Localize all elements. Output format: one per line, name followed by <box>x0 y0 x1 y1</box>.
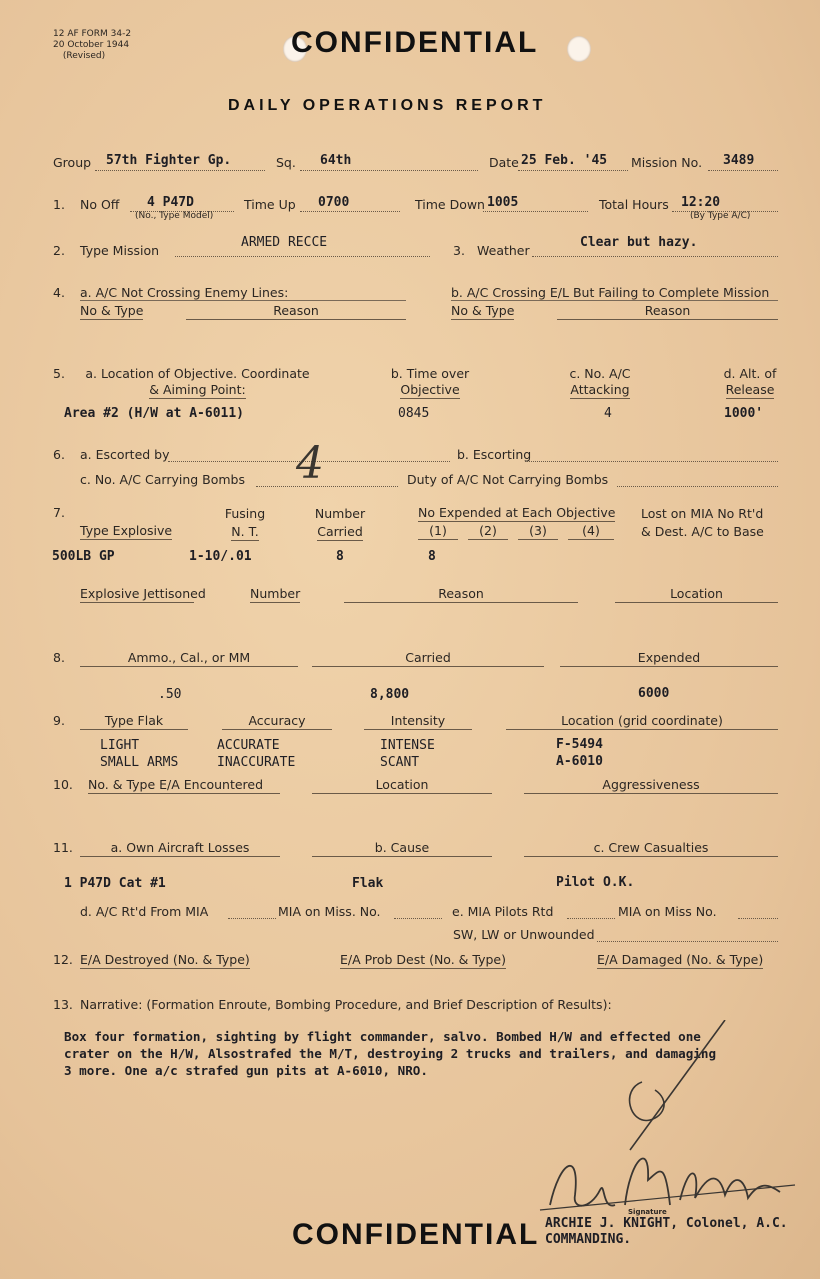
s13-number: 13. <box>53 997 73 1012</box>
date-value: 25 Feb. '45 <box>521 153 608 168</box>
total-hours-label: Total Hours <box>599 197 669 212</box>
expended-header: No Expended at Each Objective <box>418 505 616 520</box>
s9-number: 9. <box>53 713 65 728</box>
cause-label: b. Cause <box>312 840 492 857</box>
type-mission-line <box>175 256 430 257</box>
flak-location-label: Location (grid coordinate) <box>506 713 778 730</box>
type-mission-value: ARMED RECCE <box>241 235 328 250</box>
not-crossing-reason: Reason <box>186 303 406 320</box>
type-explosive-label: Type Explosive <box>80 523 173 538</box>
wounded-line <box>597 941 778 942</box>
mia-miss-no-2-line <box>738 918 778 919</box>
weather-label: Weather <box>477 243 530 258</box>
s5-number: 5. <box>53 366 65 381</box>
not-crossing-label: a. A/C Not Crossing Enemy Lines: <box>80 285 289 300</box>
not-crossing-no-type: No & Type <box>80 303 144 318</box>
own-losses-value: 1 P47D Cat #1 <box>64 876 166 891</box>
ea-location-label: Location <box>312 777 492 794</box>
s1-number: 1. <box>53 197 65 212</box>
ea-prob-dest-label: E/A Prob Dest (No. & Type) <box>340 952 506 967</box>
failing-reason: Reason <box>557 303 778 320</box>
flak-row-2-type: SMALL ARMS <box>100 755 179 770</box>
time-down-value: 1005 <box>487 195 519 210</box>
time-up-label: Time Up <box>244 197 296 212</box>
duty-label: Duty of A/C Not Carrying Bombs <box>407 472 609 487</box>
objective-2: (2) <box>468 523 508 540</box>
flak-row-2-intensity: SCANT <box>380 755 420 770</box>
s12-number: 12. <box>53 952 73 967</box>
total-hours-value: 12:20 <box>681 195 721 210</box>
flak-accuracy-label: Accuracy <box>222 713 332 730</box>
sq-label: Sq. <box>276 155 296 170</box>
flak-type-label: Type Flak <box>80 713 188 730</box>
carrying-bombs-value: 4 <box>296 438 324 489</box>
ea-encountered-label: No. & Type E/A Encountered <box>88 777 280 794</box>
carrying-bombs-line <box>256 486 398 487</box>
time-over-header: b. Time over Objective <box>390 366 470 397</box>
signatory-title: COMMANDING. <box>545 1232 632 1247</box>
attacking-value: 4 <box>604 406 612 421</box>
flak-intensity-label: Intensity <box>364 713 472 730</box>
total-hours-sub: (By Type A/C) <box>690 211 751 221</box>
ammo-expended-label: Expended <box>560 650 778 667</box>
s2-number: 2. <box>53 243 65 258</box>
attacking-header: c. No. A/C Attacking <box>569 366 631 397</box>
objective-location-value: Area #2 (H/W at A-6011) <box>64 406 245 421</box>
s11-number: 11. <box>53 840 73 855</box>
own-losses-label: a. Own Aircraft Losses <box>80 840 280 857</box>
ea-destroyed-label: E/A Destroyed (No. & Type) <box>80 952 250 967</box>
number-carried-header: Number Carried <box>314 506 366 539</box>
escorting-label: b. Escorting <box>457 447 532 462</box>
mission-value: 3489 <box>723 153 755 168</box>
rtd-from-mia-line <box>228 918 276 919</box>
narrative-label: Narrative: (Formation Enroute, Bombing Procedure, and Brief Description of Results): <box>80 997 612 1012</box>
objective-1: (1) <box>418 523 458 540</box>
group-line <box>95 170 265 171</box>
carrying-bombs-label: c. No. A/C Carrying Bombs <box>80 472 246 487</box>
flak-row-2-location: A-6010 <box>556 754 603 769</box>
release-alt-header: d. Alt. of Release <box>723 366 777 397</box>
no-off-value: 4 P47D <box>147 195 194 210</box>
ammo-carried-label: Carried <box>312 650 544 667</box>
ammo-label: Ammo., Cal., or MM <box>80 650 298 667</box>
report-title: DAILY OPERATIONS REPORT <box>228 97 547 114</box>
type-mission-label: Type Mission <box>80 243 160 258</box>
group-value: 57th Fighter Gp. <box>106 153 232 168</box>
s3-number: 3. <box>453 243 465 258</box>
ammo-cal-value: .50 <box>158 687 182 702</box>
mia-miss-no-label: MIA on Miss. No. <box>278 904 381 919</box>
release-alt-value: 1000' <box>724 406 764 421</box>
jettisoned-location: Location <box>615 586 778 603</box>
lost-mia-header: Lost on MIA No Rt'd & Dest. A/C to Base <box>641 506 764 539</box>
flak-row-1-location: F-5494 <box>556 737 603 752</box>
objective-3: (3) <box>518 523 558 540</box>
weather-line <box>532 256 778 257</box>
expended-value: 8 <box>428 549 436 564</box>
date-label: Date <box>489 155 519 170</box>
time-up-value: 0700 <box>318 195 350 210</box>
crew-casualties-label: c. Crew Casualties <box>524 840 778 857</box>
punch-hole-right <box>567 36 591 62</box>
time-down-label: Time Down <box>415 197 485 212</box>
mia-pilots-rtd-line <box>567 918 615 919</box>
failing-mission-line <box>451 300 778 301</box>
date-line <box>518 170 628 171</box>
handwritten-signature <box>520 1020 820 1240</box>
failing-no-type: No & Type <box>451 303 515 318</box>
fusing-value: 1-10/.01 <box>189 549 252 564</box>
time-down-line <box>483 211 588 212</box>
mia-miss-no-line <box>394 918 442 919</box>
rtd-from-mia-label: d. A/C Rt'd From MIA <box>80 904 209 919</box>
ammo-carried-value: 8,800 <box>370 687 410 702</box>
s8-number: 8. <box>53 650 65 665</box>
weather-value: Clear but hazy. <box>580 235 698 250</box>
classification-bottom: CONFIDENTIAL <box>292 1218 540 1251</box>
wounded-label: SW, LW or Unwounded <box>453 927 595 942</box>
flak-row-1-accuracy: ACCURATE <box>217 738 280 753</box>
form-id: 12 AF FORM 34-2 20 October 1944 (Revised) <box>53 29 132 61</box>
signature-label: Signature <box>628 1208 667 1216</box>
mia-miss-no-2-label: MIA on Miss No. <box>618 904 717 919</box>
time-up-line <box>300 211 400 212</box>
s4-number: 4. <box>53 285 65 300</box>
sq-line <box>300 170 478 171</box>
explosive-value: 500LB GP <box>52 549 115 564</box>
crew-casualties-value: Pilot O.K. <box>556 875 635 890</box>
flak-row-2-accuracy: INACCURATE <box>217 755 296 770</box>
cause-value: Flak <box>352 876 384 891</box>
no-off-label: No Off <box>80 197 120 212</box>
sq-value: 64th <box>320 153 352 168</box>
group-label: Group <box>53 155 92 170</box>
mia-pilots-rtd-label: e. MIA Pilots Rtd <box>452 904 554 919</box>
s6-number: 6. <box>53 447 65 462</box>
s7-number: 7. <box>53 505 65 520</box>
ea-damaged-label: E/A Damaged (No. & Type) <box>597 952 764 967</box>
s10-number: 10. <box>53 777 73 792</box>
objective-location-header: a. Location of Objective. Coordinate & Aiming Point: <box>85 366 310 397</box>
classification-top: CONFIDENTIAL <box>291 26 539 59</box>
objective-4: (4) <box>568 523 614 540</box>
not-crossing-line <box>80 300 406 301</box>
mission-label: Mission No. <box>631 155 703 170</box>
narrative-text: Box four formation, sighting by flight commander, salvo. Bombed H/W and effected one crater on the H/W, Alsostrafed the M/T, destroying 2 trucks and trailers, and damaging 3 more. One a/c strafed gun pits at A-6010, NRO. <box>64 1029 717 1078</box>
carried-value: 8 <box>336 549 344 564</box>
jettisoned-label: Explosive Jettisoned <box>80 586 206 601</box>
failing-mission-label: b. A/C Crossing E/L But Failing to Complete Mission <box>451 285 770 300</box>
jettisoned-reason: Reason <box>344 586 578 603</box>
fusing-header: Fusing N. T. <box>224 506 266 539</box>
mission-line <box>708 170 778 171</box>
ammo-expended-value: 6000 <box>638 686 670 701</box>
escorted-by-label: a. Escorted by <box>80 447 170 462</box>
duty-line <box>617 486 778 487</box>
signatory-name: ARCHIE J. KNIGHT, Colonel, A.C. <box>545 1216 788 1231</box>
flak-row-1-type: LIGHT <box>100 738 140 753</box>
jettisoned-number: Number <box>250 586 301 601</box>
no-off-sub: (No., Type Model) <box>135 211 214 221</box>
time-over-value: 0845 <box>398 406 430 421</box>
ea-aggressiveness-label: Aggressiveness <box>524 777 778 794</box>
escorting-line <box>525 461 778 462</box>
flak-row-1-intensity: INTENSE <box>380 738 435 753</box>
